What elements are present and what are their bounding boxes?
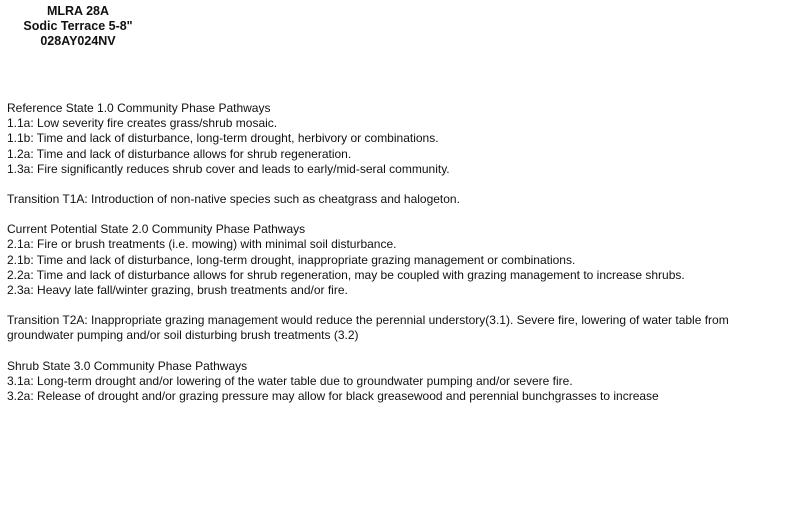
transition-t1a: Transition T1A: Introduction of non-native species such as cheatgrass and halogeton. <box>7 192 460 207</box>
section-title: Current Potential State 2.0 Community Phase Pathways <box>7 222 306 237</box>
pathway-item: 2.2a: Time and lack of disturbance allows for shrub regeneration, may be coupled with grazing management to increase shrubs. <box>7 267 685 282</box>
section-title: Reference State 1.0 Community Phase Pathways <box>7 101 271 115</box>
spacer <box>7 298 797 313</box>
pathway-item: 2.3a: Heavy late fall/winter grazing, brush treatments and/or fire. <box>7 283 348 298</box>
pathway-item: 2.1b: Time and lack of disturbance, long-term drought, inappropriate grazing management or combinations. <box>7 252 576 267</box>
pathway-item: 1.1b: Time and lack of disturbance, long-term drought, herbivory or combinations. <box>7 131 439 146</box>
pathway-item: 2.1a: Fire or brush treatments (i.e. mowing) with minimal soil disturbance. <box>7 237 397 252</box>
document-body <box>7 101 797 404</box>
pathway-item: 1.1a: Low severity fire creates grass/shrub mosaic. <box>7 116 278 131</box>
pathway-item: 3.2a: Release of drought and/or grazing pressure may allow for black greasewood and perennial bunchgrasses to increase <box>7 389 659 404</box>
transition-t2a: Transition T2A: Inappropriate grazing management would reduce the perennial understory(3.1). Severe fire, lowering of water table from groundwater pumping and/or soil disturbing brush treatments (3.2) <box>7 313 729 343</box>
site-id: 028AY024NV <box>40 34 116 48</box>
pathway-item: 1.3a: Fire significantly reduces shrub cover and leads to early/mid-seral community. <box>7 161 450 176</box>
pathway-item: 3.1a: Long-term drought and/or lowering of the water table due to groundwater pumping and/or severe fire. <box>7 373 573 388</box>
spacer <box>7 207 797 222</box>
section-title: Shrub State 3.0 Community Phase Pathways <box>7 358 248 373</box>
document-header <box>18 4 138 49</box>
shrub-state-section <box>7 359 797 405</box>
site-name: Sodic Terrace 5-8" <box>23 19 133 33</box>
reference-state-section <box>7 101 797 177</box>
current-state-section <box>7 222 797 298</box>
pathway-item: 1.2a: Time and lack of disturbance allows for shrub regeneration. <box>7 146 352 161</box>
spacer <box>7 177 797 192</box>
spacer <box>7 344 797 359</box>
mlra-label: MLRA 28A <box>46 4 110 18</box>
